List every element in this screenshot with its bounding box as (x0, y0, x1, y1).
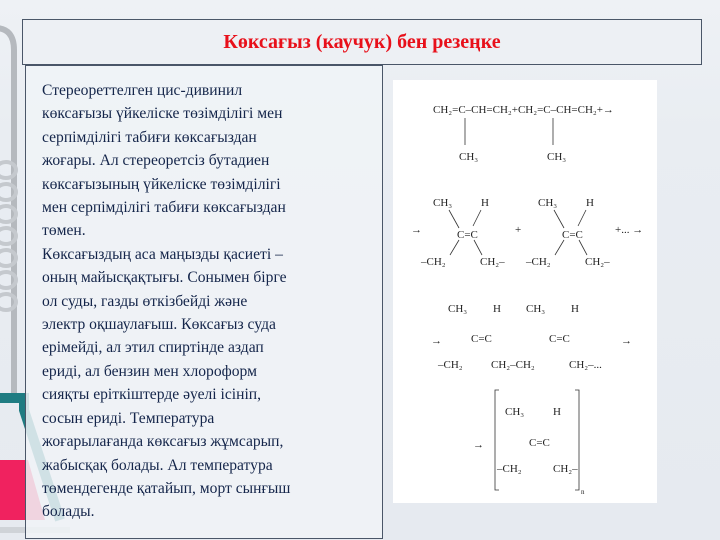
text-line: төмен. (42, 222, 86, 240)
plus: + (515, 224, 522, 236)
text-line: Стереореттелген цис-дивинил (42, 82, 243, 99)
text-line: жоғары. Ал стереоретсіз бутадиен (42, 152, 270, 170)
arrow: → (411, 224, 422, 236)
text-line: сияқты еріткіштерде әуелі ісініп, (42, 386, 262, 404)
methylene-group: CH₂– (585, 256, 610, 268)
plus-continuation: +... → (615, 224, 644, 236)
methyl-group: CH₃ (459, 151, 479, 163)
text-line: оның майысқақтығы. Сонымен бірге (42, 269, 287, 287)
text-line: көксағызының үйкеліске төзімділігі (42, 175, 281, 193)
methylene-group: –CH₂ (526, 256, 551, 268)
arrow: → (473, 439, 484, 451)
double-bond: C=C (549, 333, 570, 345)
methylene-group: –CH₂ (497, 463, 522, 475)
text-line: сосын ериді. Температура (42, 409, 215, 427)
hydrogen: H (586, 197, 594, 209)
double-bond: C=C (529, 437, 550, 449)
hydrogen: H (481, 197, 489, 209)
hydrogen: H (553, 406, 561, 418)
title-box (22, 19, 702, 65)
methylene-group: CH₂–... (569, 359, 602, 371)
methyl-group: CH₃ (505, 406, 525, 418)
repeat-index: n (581, 488, 585, 496)
methyl-group: CH₃ (538, 197, 558, 209)
methyl-group: CH₃ (433, 197, 453, 209)
arrow: → (621, 335, 632, 347)
hydrogen: H (571, 303, 579, 315)
methyl-group: CH₃ (547, 151, 567, 163)
text-line: ериді, ал бензин мен хлороформ (42, 362, 257, 380)
methyl-group: CH₃ (448, 303, 468, 315)
arrow: → (431, 335, 442, 347)
double-bond: C=C (562, 229, 583, 241)
text-line: ерімейді, ал этил спиртінде аздап (42, 339, 264, 357)
double-bond: C=C (471, 333, 492, 345)
text-line: электр оқшаулағыш. Көксағыз суда (42, 316, 276, 334)
methylene-group: CH₂– (553, 463, 578, 475)
body-text (42, 79, 382, 524)
text-line: Көксағыздың аса маңызды қасиеті – (42, 245, 283, 263)
text-line: жабысқақ болады. Ал температура (42, 456, 273, 474)
methylene-chain: CH₂–CH₂ (491, 359, 535, 371)
text-line: серпімділігі табиғи көксағыздан (42, 128, 257, 146)
methyl-group: CH₃ (526, 303, 546, 315)
hydrogen: H (493, 303, 501, 315)
text-line: көксағызы үйкеліске төзімділігі мен (42, 105, 283, 123)
text-line: болады. (42, 503, 95, 521)
slide-title: Көксағыз (каучук) бен резеңке (223, 30, 501, 53)
methylene-group: –CH₂ (438, 359, 463, 371)
monomer-equation: CH₂=C–CH=CH₂+CH₂=C–CH=CH₂+→ (433, 104, 614, 116)
methylene-group: –CH₂ (421, 256, 446, 268)
text-line: ол суды, газды өткізбейді және (42, 292, 248, 310)
polymerization-scheme-image (393, 80, 657, 503)
methylene-group: CH₂– (480, 256, 505, 268)
text-line: мен серпімділігі табиғи көксағыздан (42, 199, 286, 217)
text-panel (25, 65, 383, 539)
text-line: төмендегенде қатайып, морт сынғыш (42, 479, 291, 497)
double-bond: C=C (457, 229, 478, 241)
text-line: жоғарылағанда көксағыз жұмсарып, (42, 433, 284, 451)
